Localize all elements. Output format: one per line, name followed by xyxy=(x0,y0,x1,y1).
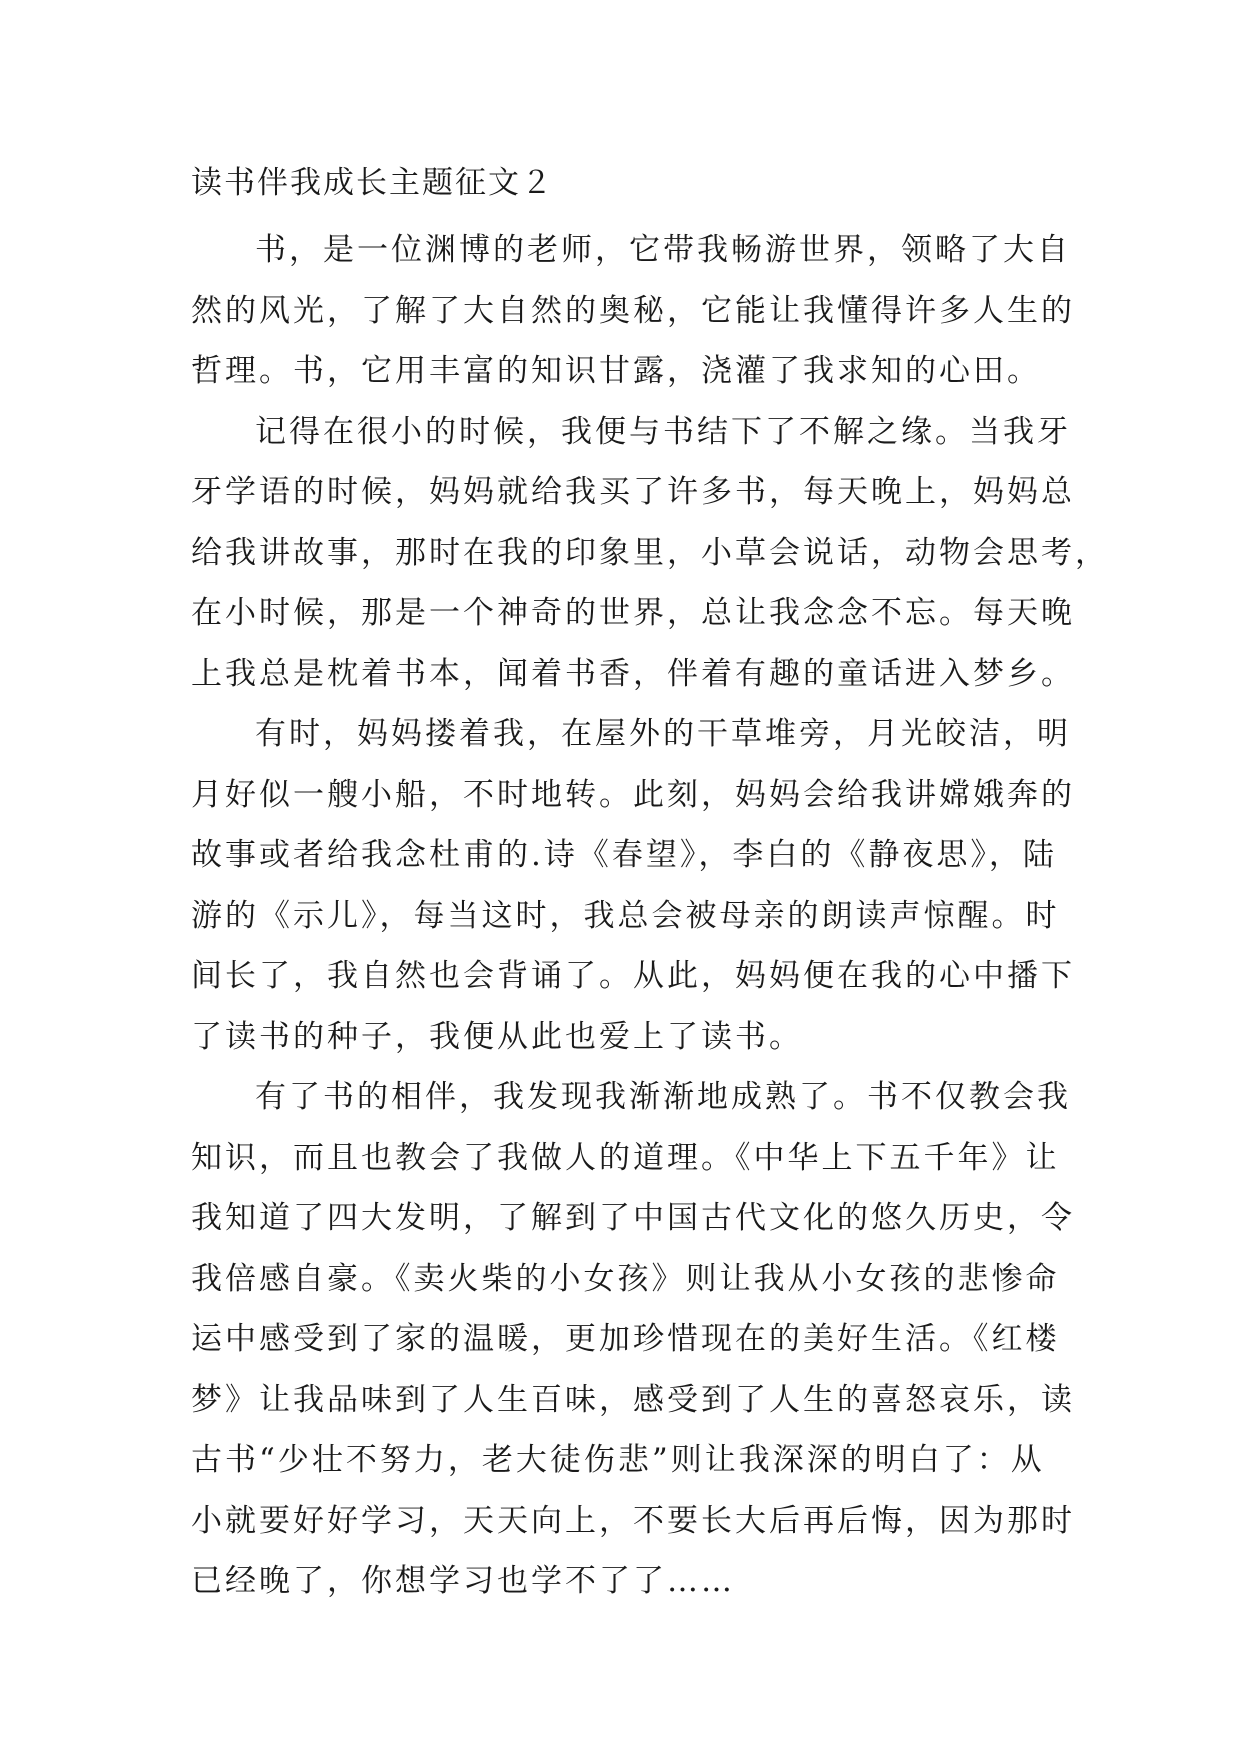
paragraph-line: 间长了，我自然也会背诵了。从此，妈妈便在我的心中播下 xyxy=(191,958,1075,994)
paragraph-line: 月好似一艘小船，不时地转。此刻，妈妈会给我讲嫦娥奔的 xyxy=(191,776,1075,813)
paragraph-first-line: 书，是一位渊博的老师，它带我畅游世界，领略了大自 xyxy=(255,232,1071,268)
document-title: 读书伴我成长主题征文２ xyxy=(191,165,554,201)
paragraph-line: 知识，而且也教会了我做人的道理。《中华上下五千年》让 xyxy=(191,1139,1060,1176)
paragraph-line: 游的《示儿》，每当这时，我总会被母亲的朗读声惊醒。时 xyxy=(191,897,1060,934)
document-body xyxy=(191,220,1109,1612)
paragraph-line: 哲理。书，它用丰富的知识甘露，浇灌了我求知的心田。 xyxy=(191,353,1041,389)
paragraph-line: 然的风光，了解了大自然的奥秘，它能让我懂得许多人生的 xyxy=(191,292,1075,329)
paragraph-line: 已经晚了，你想学习也学不了了…… xyxy=(191,1563,735,1599)
paragraph-first-line: 有时，妈妈搂着我，在屋外的干草堆旁，月光皎洁，明 xyxy=(255,716,1071,752)
paragraph-line: 小就要好好学习，天天向上，不要长大后再后悔，因为那时 xyxy=(191,1502,1075,1539)
paragraph-line: 我知道了四大发明，了解到了中国古代文化的悠久历史，令 xyxy=(191,1200,1075,1236)
paragraph-line: 我倍感自豪。《卖火柴的小女孩》则让我从小女孩的悲惨命 xyxy=(191,1260,1060,1297)
paragraph-line: 故事或者给我念杜甫的.诗《春望》，李白的《静夜思》，陆 xyxy=(191,837,1057,873)
paragraph-first-line: 记得在很小的时候，我便与书结下了不解之缘。当我牙 xyxy=(255,413,1071,450)
paragraph-line: 古书“少壮不努力，老大徒伤悲”则让我深深的明白了：从 xyxy=(191,1442,1045,1478)
paragraph-line: 牙学语的时候，妈妈就给我买了许多书，每天晚上，妈妈总 xyxy=(191,474,1075,510)
paragraph-line: 梦》让我品味到了人生百味，感受到了人生的喜怒哀乐，读 xyxy=(191,1381,1075,1418)
paragraph-first-line: 有了书的相伴，我发现我渐渐地成熟了。书不仅教会我 xyxy=(255,1079,1071,1115)
paragraph-line: 在小时候，那是一个神奇的世界，总让我念念不忘。每天晚 xyxy=(191,595,1075,631)
paragraph-line: 运中感受到了家的温暖，更加珍惜现在的美好生活。《红楼 xyxy=(191,1321,1060,1357)
paragraph-line: 了读书的种子，我便从此也爱上了读书。 xyxy=(191,1018,803,1055)
paragraph-line: 上我总是枕着书本，闻着书香，伴着有趣的童话进入梦乡。 xyxy=(191,655,1075,692)
paragraph-line: 给我讲故事，那时在我的印象里，小草会说话，动物会思考， xyxy=(191,534,1109,571)
